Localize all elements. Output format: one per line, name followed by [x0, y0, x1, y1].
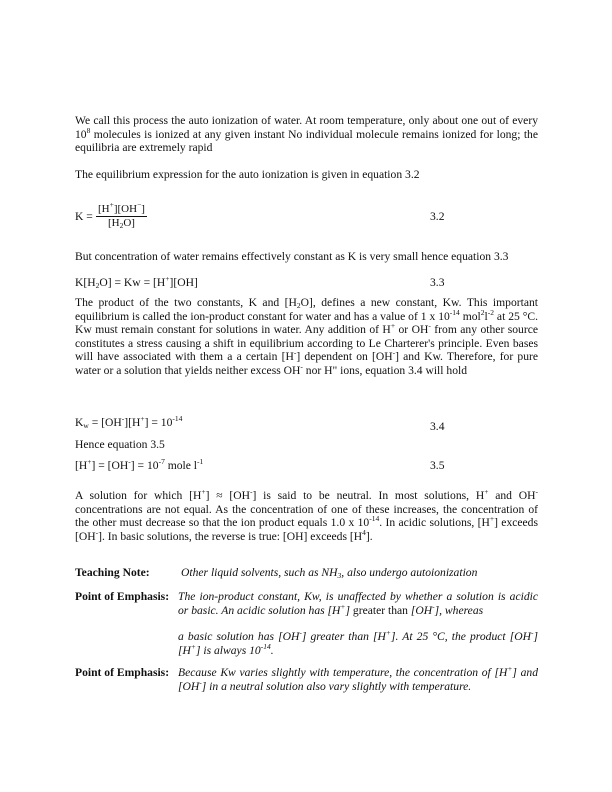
supscript: 2	[480, 307, 485, 317]
subscript: 2	[296, 301, 301, 310]
subscript: 2	[119, 221, 124, 230]
supscript: -	[293, 348, 297, 358]
eq-3-4-number: 3.4	[430, 420, 445, 433]
emphasis-1-text-continued: a basic solution has [OH-] greater than [H+]. At 25 °C, the product [OH-][H+] is always $10^{-14}$.	[178, 628, 538, 657]
supscript: -	[128, 457, 131, 466]
paragraph-intro: We call this process the auto ionization of water. At room temperature, only about one out of every $10^8$ molecules is ionized at any given instant No individual molecule remains ionized for long; the equilibria are extremely rapid	[75, 114, 538, 155]
supscript: -	[392, 348, 396, 358]
teaching-note-text: Other liquid solvents, such as $NH_3$, also undergo autoionization	[181, 566, 478, 580]
supscript: -	[249, 487, 253, 496]
supscript: -	[121, 414, 125, 423]
supscript: +	[165, 274, 170, 283]
supscript: -	[199, 677, 202, 687]
eq-3-2-numerator: [H+][OH−]	[98, 200, 145, 215]
supscript: -14	[369, 514, 380, 524]
supscript: 4	[362, 527, 366, 537]
eq-3-3: $K[H_2O] = Kw = [H^+][OH]$	[75, 274, 198, 290]
teaching-note-label: Teaching Note:	[75, 566, 150, 579]
subscript: w	[83, 421, 89, 430]
supscript: -14	[172, 414, 183, 423]
supscript: -7	[158, 457, 165, 466]
supscript: +	[190, 641, 196, 651]
supscript: +	[489, 514, 495, 524]
upright-text: greater than	[352, 603, 408, 617]
eq-3-4: $K_w = [OH^-][H^+] = 10^{-14}$	[75, 414, 183, 430]
supscript: -14	[449, 307, 460, 317]
supscript: +	[385, 628, 391, 637]
supscript: -1	[197, 457, 204, 466]
subscript: 3	[337, 571, 342, 580]
paragraph-neutral: A solution for which [H+] ≈ [OH-] is said to be neutral. In most solutions, H+ and OH- concentrations are not equal. As the concentration of one of these increases, the concentration of the other must decrease so that the ion product equals 1.0 x $10^{-14}$. In acidic solutions, [H+] exceeds [OH-]. In basic solutions, the reverse is true: [OH] exceeds $[H^4]$.	[75, 487, 538, 543]
supscript: -	[432, 601, 435, 611]
supscript: +	[484, 487, 489, 496]
supscript: -	[530, 628, 534, 637]
supscript: -	[300, 361, 303, 371]
eq-3-2-lhs: K =	[75, 210, 93, 223]
emphasis-2-text: Because Kw varies slightly with temperature, the concentration of [H+] and [OH-] in a neutral solution also vary slightly with temperature.	[178, 664, 538, 693]
subscript: 2	[95, 281, 100, 290]
eq-3-2-denominator: $[H_2O]$	[108, 217, 135, 230]
eq-3-3-number: 3.3	[430, 276, 445, 289]
paragraph-equilibrium-expression: The equilibrium expression for the auto ionization is given in equation 3.2	[75, 168, 420, 181]
supscript: +	[201, 487, 206, 496]
supscript: 8	[86, 125, 91, 135]
emphasis-1-text: The ion-product constant, Kw, is unaffected by whether a solution is acidic or basic. An acidic solution has [H+] greater than [OH-], whereas	[178, 590, 538, 617]
supscript: +	[140, 414, 145, 423]
emphasis-1-label: Point of Emphasis:	[75, 590, 170, 603]
supscript: +	[340, 601, 346, 611]
supscript: −	[137, 200, 142, 209]
paragraph-water-constant: But concentration of water remains effectively constant as K is very small hence equation 3.3	[75, 250, 509, 263]
supscript: -	[299, 628, 302, 637]
supscript: -2	[487, 307, 494, 317]
eq-3-2-fraction	[96, 200, 147, 230]
eq-3-2-number: 3.2	[430, 210, 445, 223]
supscript: +	[390, 321, 396, 331]
paragraph-kw: The product of the two constants, K and $[H_2O]$, defines a new constant, Kw. This important equilibrium is called the ion-product constant for water and has a value of 1 x $10^{-14}$ $mol^2l^{-2}$ at 25 °C. Kw must remain constant for solutions in water. Any addition of H+ or OH- from any other source constitutes a stress causing a shift in equilibrium according to Le Charterer's principle. Even bases will have associated with them a a certain [H-] dependent on [OH-] and Kw. Therefore, for pure water or a solution that yields neither excess OH- nor H" ions, equation 3.4 will hold	[75, 296, 539, 377]
supscript: +	[109, 200, 114, 209]
eq-3-5: $[H^+] = [OH^-] = 10^{-7}$ mole $l^{-1}$	[75, 457, 204, 472]
supscript: -	[428, 321, 431, 331]
supscript: -	[95, 527, 99, 537]
supscript: -14	[260, 641, 271, 651]
paragraph-hence: Hence equation 3.5	[75, 438, 165, 451]
eq-3-5-number: 3.5	[430, 459, 445, 472]
supscript: -	[535, 487, 538, 496]
supscript: +	[87, 457, 92, 466]
emphasis-2-label: Point of Emphasis:	[75, 666, 170, 679]
supscript: +	[507, 664, 513, 673]
